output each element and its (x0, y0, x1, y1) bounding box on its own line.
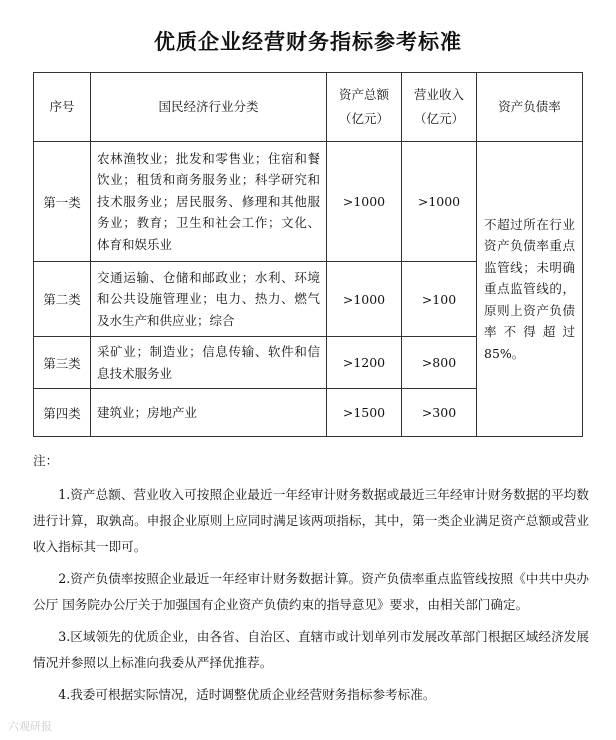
table-row (34, 142, 583, 262)
header-revenue-unit: （亿元） (413, 111, 464, 126)
row-revenue: >1000 (402, 142, 477, 262)
row-seq: 第二类 (34, 262, 91, 337)
row-assets: >1000 (327, 262, 402, 337)
header-industry: 国民经济行业分类 (91, 73, 327, 142)
header-seq: 序号 (34, 73, 91, 142)
row-seq: 第四类 (34, 389, 91, 437)
row-revenue: >800 (402, 337, 477, 389)
debt-ratio-note: 不超过所在行业资产负债率重点监管线；未明确重点监管线的，原则上资产负债率不得超过85%。 (477, 142, 583, 437)
watermark: 六观研报 (8, 720, 52, 733)
row-industry: 农林渔牧业；批发和零售业；住宿和餐饮业；租赁和商务服务业；科学研究和技术服务业；居民服务、修理和其他服务业；教育；卫生和社会工作；文化、体育和娱乐业 (91, 142, 327, 262)
header-revenue-label: 营业收入 (413, 87, 464, 102)
row-revenue: >100 (402, 262, 477, 337)
header-debt-ratio: 资产负债率 (477, 73, 583, 142)
header-assets-unit: （亿元） (338, 111, 389, 126)
row-industry: 交通运输、仓储和邮政业；水利、环境和公共设施管理业；电力、热力、燃气及水生产和供应业；综合 (91, 262, 327, 337)
notes-label: 注： (33, 453, 59, 468)
note-item: 2.资产负债率按照企业最近一年经审计财务数据计算。资产负债率重点监管线按照《中共中央办公厅 国务院办公厅关于加强国有企业资产负债约束的指导意见》要求，由相关部门确定。 (33, 571, 589, 612)
standards-table (33, 72, 583, 437)
row-assets: >1000 (327, 142, 402, 262)
notes-section (33, 448, 589, 708)
header-revenue (402, 73, 477, 142)
note-item: 4.我委可根据实际情况，适时调整优质企业经营财务指标参考标准。 (58, 687, 436, 702)
row-industry: 采矿业；制造业；信息传输、软件和信息技术服务业 (91, 337, 327, 389)
header-assets-label: 资产总额 (338, 87, 389, 102)
row-revenue: >300 (402, 389, 477, 437)
row-assets: >1200 (327, 337, 402, 389)
row-seq: 第三类 (34, 337, 91, 389)
note-item: 3.区域领先的优质企业，由各省、自治区、直辖市或计划单列市发展改革部门根据区域经济发展情况并参照以上标准向我委从严择优推荐。 (33, 629, 589, 670)
page-title: 优质企业经营财务指标参考标准 (154, 30, 462, 54)
row-seq: 第一类 (34, 142, 91, 262)
header-assets (327, 73, 402, 142)
table-header-row (34, 73, 583, 142)
note-item: 1.资产总额、营业收入可按照企业最近一年经审计财务数据或最近三年经审计财务数据的平均数进行计算，取孰高。申报企业原则上应同时满足该两项指标，其中，第一类企业满足资产总额或营业收入指标其一即可。 (33, 487, 589, 554)
row-assets: >1500 (327, 389, 402, 437)
row-industry: 建筑业；房地产业 (91, 389, 327, 437)
